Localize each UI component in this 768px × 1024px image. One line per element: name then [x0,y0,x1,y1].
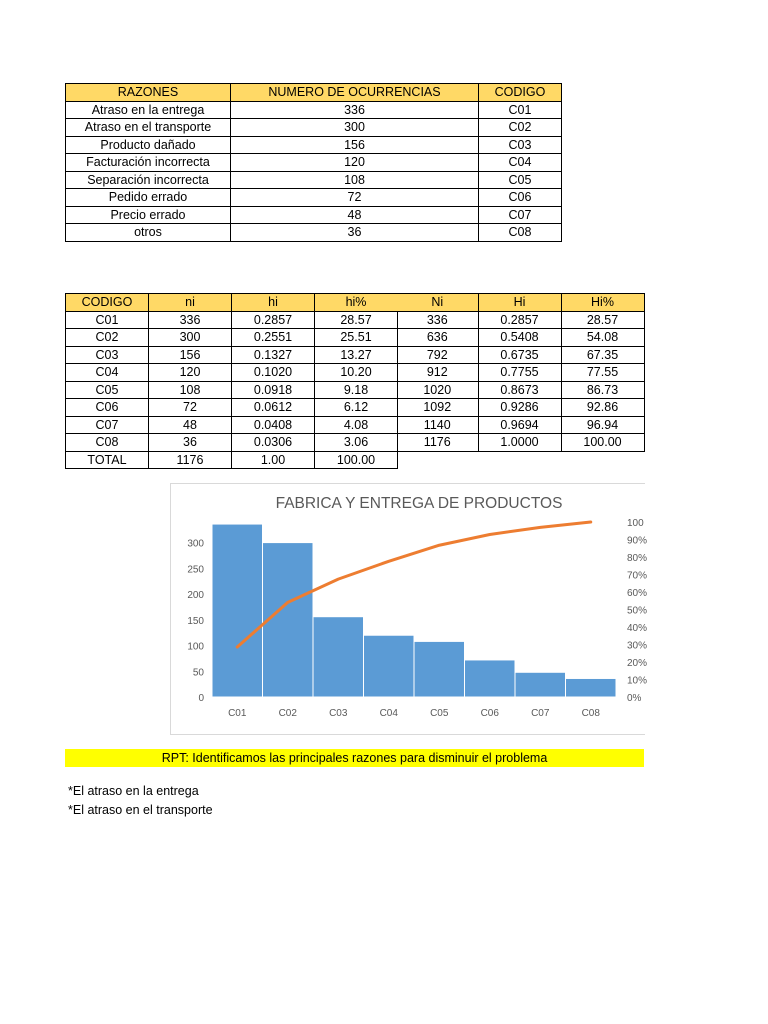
table-cell: 4.08 [315,416,398,434]
table-cell: C01 [66,311,149,329]
pareto-chart [170,483,648,735]
y2-tick-label: 10% [627,675,648,687]
table-cell: 72 [231,189,479,207]
x-tick-label: C08 [581,708,600,719]
total-cell: TOTAL [66,451,149,469]
table-cell: 86.73 [561,381,644,399]
table-cell: 1.0000 [478,434,561,452]
table-row [397,416,644,434]
table-cell: C03 [479,136,562,154]
table-cell: 1140 [397,416,478,434]
table-cell: 0.5408 [478,329,561,347]
table-cell: 1092 [397,399,478,417]
frequency-table-cumulative [397,293,645,452]
table-cell: 0.1020 [232,364,315,382]
table-cell: 792 [397,346,478,364]
table-cell: 120 [231,154,479,172]
x-tick-label: C05 [430,708,449,719]
y-tick-label: 100 [187,641,204,653]
table-cell: 13.27 [315,346,398,364]
x-tick-label: C06 [480,708,499,719]
table-cell: 1176 [397,434,478,452]
table-row [66,206,562,224]
table-cell: 912 [397,364,478,382]
y2-tick-label: 60% [627,588,648,599]
y2-tick-label: 50% [627,605,648,617]
table-cell: C06 [479,189,562,207]
y2-tick-label: 100 [627,518,644,529]
reasons-header-row [66,84,562,102]
table-cell: Atraso en la entrega [66,101,231,119]
table-cell: 300 [149,329,232,347]
table-row [66,416,398,434]
y-tick-label: 300 [187,538,204,550]
pareto-chart-svg [171,484,648,734]
bar [212,524,263,697]
column-header: Ni [397,294,478,312]
table-row [397,346,644,364]
column-header: NUMERO DE OCURRENCIAS [231,84,479,102]
table-cell: C07 [66,416,149,434]
table-cell: 100.00 [561,434,644,452]
table-cell: 0.8673 [478,381,561,399]
bar [414,641,465,697]
table-cell: C04 [66,364,149,382]
bar [465,660,516,697]
table-row [66,311,398,329]
table-cell: 6.12 [315,399,398,417]
table-row [66,364,398,382]
table-cell: 336 [149,311,232,329]
y2-tick-label: 30% [627,640,648,652]
table-row [66,119,562,137]
column-header: hi [232,294,315,312]
x-tick-label: C07 [531,708,550,719]
table-cell: 9.18 [315,381,398,399]
table-cell: 0.0306 [232,434,315,452]
bar-series [212,524,616,697]
table-row [66,224,562,242]
table-row [397,364,644,382]
table-row [66,154,562,172]
table-cell: 0.9286 [478,399,561,417]
total-cell: 1176 [149,451,232,469]
y2-tick-label: 70% [627,570,648,582]
table-cell: Atraso en el transporte [66,119,231,137]
frequency-body-right [397,311,644,451]
reasons-table [65,83,562,242]
table-cell: 108 [149,381,232,399]
x-axis-ticks [228,708,600,719]
table-cell: Pedido errado [66,189,231,207]
table-cell: 28.57 [315,311,398,329]
table-cell: 336 [231,101,479,119]
table-cell: 48 [149,416,232,434]
table-cell: 36 [149,434,232,452]
column-header: Hi% [561,294,644,312]
table-cell: 3.06 [315,434,398,452]
column-header: CODIGO [479,84,562,102]
x-tick-label: C03 [329,708,348,719]
table-cell: Facturación incorrecta [66,154,231,172]
table-row [66,189,562,207]
total-cell: 100.00 [315,451,398,469]
table-cell: C05 [479,171,562,189]
table-row [66,136,562,154]
table-row [397,434,644,452]
table-cell: 0.2857 [232,311,315,329]
y2-axis-ticks [627,518,647,704]
y2-tick-label: 90% [627,535,648,547]
table-cell: 108 [231,171,479,189]
table-row [66,346,398,364]
table-row [66,434,398,452]
bar [364,635,415,697]
table-cell: 0.0408 [232,416,315,434]
table-row [66,101,562,119]
table-cell: 10.20 [315,364,398,382]
table-row [66,381,398,399]
table-cell: 0.9694 [478,416,561,434]
table-cell: 0.1327 [232,346,315,364]
y-tick-label: 50 [192,667,204,679]
conclusion-note-2: *El atraso en el transporte [68,803,213,817]
chart-title: FABRICA Y ENTREGA DE PRODUCTOS [275,495,563,512]
table-cell: Separación incorrecta [66,171,231,189]
table-cell: 0.0612 [232,399,315,417]
table-cell: C08 [479,224,562,242]
frequency-table-relative [65,293,398,469]
table-cell: C01 [479,101,562,119]
table-cell: C02 [479,119,562,137]
table-cell: Producto dañado [66,136,231,154]
y2-tick-label: 80% [627,553,648,564]
table-cell: 300 [231,119,479,137]
y2-tick-label: 20% [627,658,648,669]
frequency-header-row-left [66,294,398,312]
table-cell: C04 [479,154,562,172]
y2-tick-label: 0% [627,693,642,704]
table-cell: C05 [66,381,149,399]
table-row [397,399,644,417]
conclusion-note-1: *El atraso en la entrega [68,784,199,798]
table-cell: 25.51 [315,329,398,347]
table-cell: 36 [231,224,479,242]
column-header: RAZONES [66,84,231,102]
x-tick-label: C04 [379,708,398,719]
table-cell: C07 [479,206,562,224]
table-cell: 0.7755 [478,364,561,382]
y-tick-label: 250 [187,564,204,576]
table-cell: 156 [231,136,479,154]
frequency-header-row-right [397,294,644,312]
column-header: hi% [315,294,398,312]
total-cell: 1.00 [232,451,315,469]
y-tick-label: 150 [187,615,204,627]
column-header: CODIGO [66,294,149,312]
table-cell: 92.86 [561,399,644,417]
table-cell: 77.55 [561,364,644,382]
table-cell: 96.94 [561,416,644,434]
table-cell: 67.35 [561,346,644,364]
table-cell: 0.2551 [232,329,315,347]
column-header: Hi [478,294,561,312]
table-cell: 48 [231,206,479,224]
table-row [66,329,398,347]
conclusion-banner: RPT: Identificamos las principales razones para disminuir el problema [65,749,644,767]
y-tick-label: 200 [187,590,204,602]
table-row [397,381,644,399]
frequency-body-left [66,311,398,469]
y-axis-ticks [187,539,204,704]
table-cell: 28.57 [561,311,644,329]
column-header: ni [149,294,232,312]
table-cell: C06 [66,399,149,417]
table-cell: 120 [149,364,232,382]
x-tick-label: C02 [278,708,297,719]
table-cell: C02 [66,329,149,347]
table-cell: 636 [397,329,478,347]
bar [515,672,566,697]
bar [566,678,617,697]
table-cell: C08 [66,434,149,452]
table-cell: 156 [149,346,232,364]
table-cell: otros [66,224,231,242]
table-cell: 0.6735 [478,346,561,364]
table-row [66,399,398,417]
table-row [397,311,644,329]
table-cell: 1020 [397,381,478,399]
table-cell: 336 [397,311,478,329]
x-tick-label: C01 [228,708,247,719]
table-cell: 72 [149,399,232,417]
bar [313,617,364,697]
y-tick-label: 0 [198,693,204,704]
y2-tick-label: 40% [627,623,648,634]
table-cell: 0.2857 [478,311,561,329]
table-cell: C03 [66,346,149,364]
table-cell: 0.0918 [232,381,315,399]
reasons-body [66,101,562,241]
table-row [397,329,644,347]
table-row [66,171,562,189]
table-cell: 54.08 [561,329,644,347]
table-cell: Precio errado [66,206,231,224]
total-row [66,451,398,469]
